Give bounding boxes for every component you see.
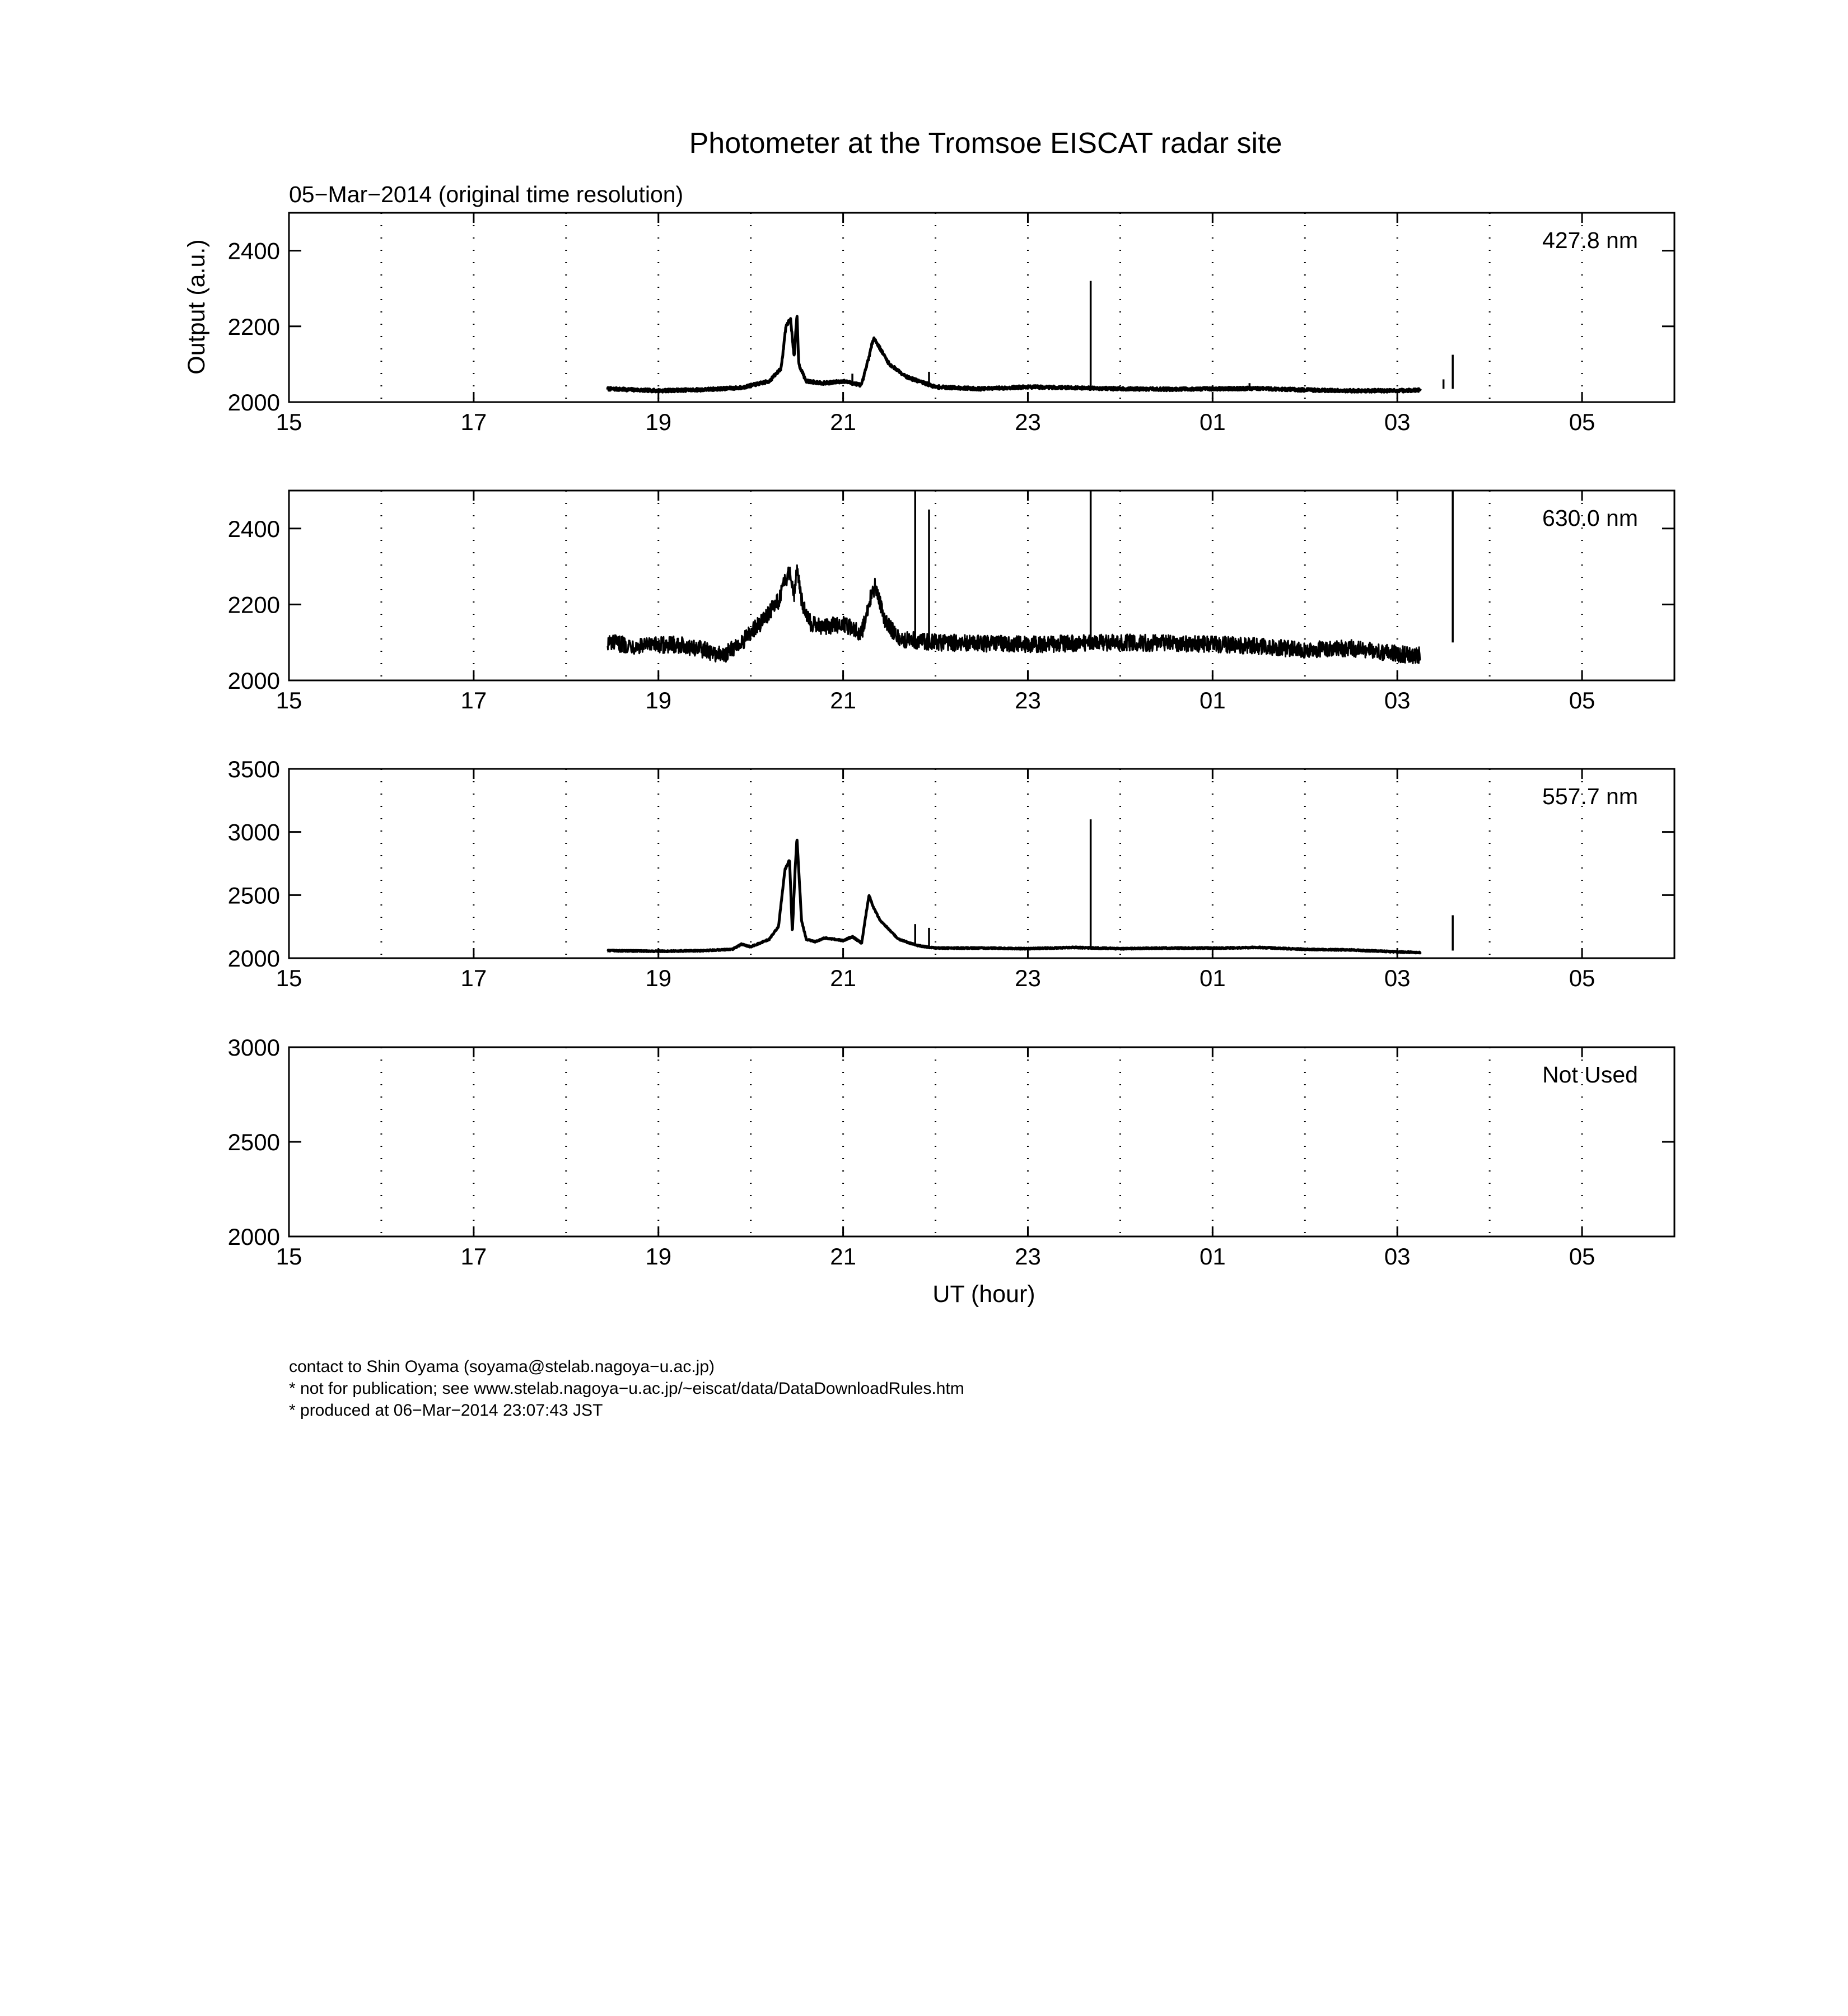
x-tick-label: 21	[830, 965, 856, 991]
x-tick-label: 19	[645, 1243, 672, 1270]
x-tick-label: 03	[1384, 1243, 1411, 1270]
panel-1	[228, 213, 1674, 435]
x-tick-label: 19	[645, 409, 672, 435]
x-tick-label: 03	[1384, 409, 1411, 435]
x-tick-label: 01	[1199, 965, 1226, 991]
axes-frame	[289, 769, 1674, 958]
x-tick-label: 01	[1199, 409, 1226, 435]
panel-4	[228, 1034, 1674, 1270]
panel-3	[228, 756, 1674, 991]
x-tick-label: 03	[1384, 687, 1411, 713]
x-tick-label: 21	[830, 409, 856, 435]
axes-frame	[289, 213, 1674, 402]
x-tick-label: 15	[276, 409, 302, 435]
footer-notice: * not for publication; see www.stelab.nagoya−u.ac.jp/~eiscat/data/DataDownloadRules.htm	[289, 1379, 964, 1398]
x-tick-label: 23	[1015, 965, 1041, 991]
panel-label: 630.0 nm	[1542, 505, 1638, 531]
x-tick-label: 01	[1199, 1243, 1226, 1270]
x-tick-label: 19	[645, 687, 672, 713]
y-axis-label: Output (a.u.)	[183, 239, 210, 375]
x-tick-label: 05	[1569, 409, 1595, 435]
axes-frame	[289, 1047, 1674, 1236]
axes-frame	[289, 491, 1674, 680]
y-tick-label: 3000	[227, 819, 280, 846]
x-tick-label: 17	[460, 687, 487, 713]
x-tick-label: 01	[1199, 687, 1226, 713]
x-tick-label: 17	[460, 409, 487, 435]
y-tick-label: 2000	[227, 1224, 280, 1250]
panel-label: Not Used	[1542, 1062, 1638, 1088]
x-tick-label: 17	[460, 965, 487, 991]
x-tick-label: 15	[276, 965, 302, 991]
y-tick-label: 3500	[227, 756, 280, 782]
panel-2	[228, 491, 1674, 713]
x-tick-label: 03	[1384, 965, 1411, 991]
figure-subtitle: 05−Mar−2014 (original time resolution)	[289, 181, 684, 207]
x-tick-label: 23	[1015, 1243, 1041, 1270]
y-tick-label: 2200	[227, 313, 280, 340]
series-line	[608, 840, 1420, 953]
y-tick-label: 2000	[227, 668, 280, 694]
x-tick-label: 21	[830, 687, 856, 713]
y-tick-label: 2000	[227, 945, 280, 972]
y-tick-label: 3000	[227, 1034, 280, 1061]
y-tick-label: 2200	[227, 591, 280, 618]
figure-title: Photometer at the Tromsoe EISCAT radar site	[689, 127, 1282, 160]
panel-label: 557.7 nm	[1542, 783, 1638, 809]
series-line	[608, 565, 1420, 663]
x-tick-label: 17	[460, 1243, 487, 1270]
y-tick-label: 2500	[227, 882, 280, 909]
footer-produced: * produced at 06−Mar−2014 23:07:43 JST	[289, 1401, 603, 1420]
footer-contact: contact to Shin Oyama (soyama@stelab.nagoya−u.ac.jp)	[289, 1357, 715, 1376]
y-tick-label: 2000	[227, 389, 280, 416]
series-line	[608, 316, 1420, 393]
y-tick-label: 2500	[227, 1129, 280, 1155]
x-axis-label: UT (hour)	[932, 1281, 1035, 1308]
x-tick-label: 05	[1569, 965, 1595, 991]
x-tick-label: 23	[1015, 409, 1041, 435]
panels	[228, 213, 1674, 1270]
panel-label: 427.8 nm	[1542, 227, 1638, 253]
y-tick-label: 2400	[227, 515, 280, 542]
x-tick-label: 23	[1015, 687, 1041, 713]
x-tick-label: 05	[1569, 1243, 1595, 1270]
x-tick-label: 19	[645, 965, 672, 991]
x-tick-label: 21	[830, 1243, 856, 1270]
x-tick-label: 15	[276, 1243, 302, 1270]
x-tick-label: 15	[276, 687, 302, 713]
x-tick-label: 05	[1569, 687, 1595, 713]
y-tick-label: 2400	[227, 237, 280, 264]
